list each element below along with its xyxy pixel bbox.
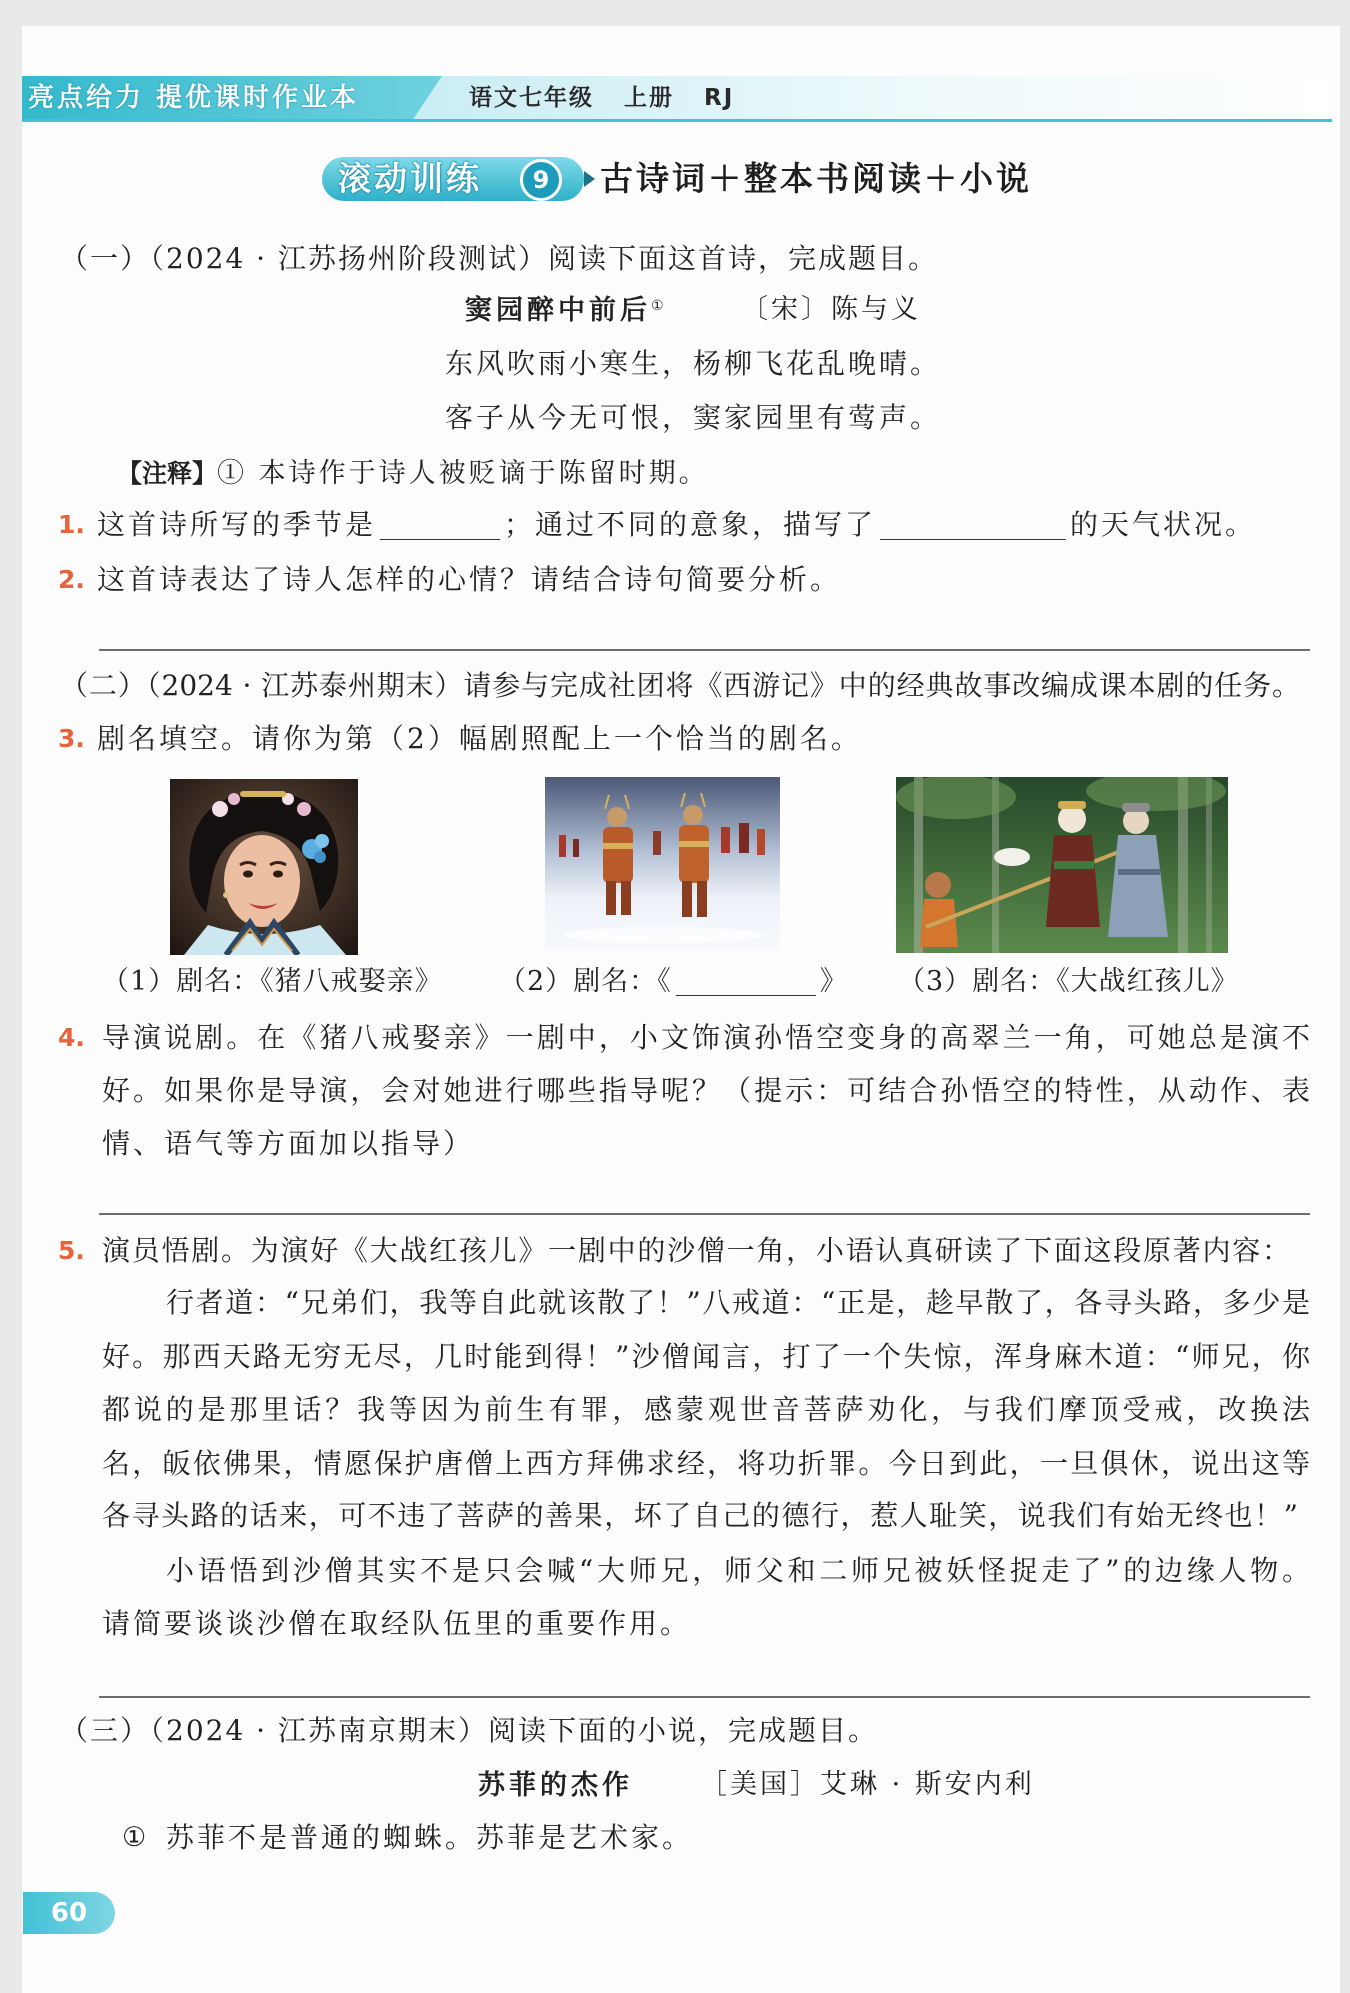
page-number: 60	[23, 1892, 115, 1934]
passage-line: 名，皈依佛果，情愿保护唐僧上西方拜佛求经，将功折罪。今日到此，一旦俱休，说出这等	[102, 1447, 1310, 1480]
answer-blank-play-title	[676, 969, 816, 996]
stage-photo-1	[170, 779, 358, 955]
header-rule	[22, 119, 1332, 122]
paragraph-number: ①	[122, 1822, 147, 1853]
story-title	[478, 1765, 633, 1805]
poem-line: 客子从今无可恨，窦家园里有莺声。	[445, 401, 942, 434]
poem-author: 〔宋〕陈与义	[741, 294, 921, 325]
question-4-line: 情、语气等方面加以指导）	[102, 1127, 475, 1160]
question-number-3: 3.	[58, 724, 85, 753]
question-1	[97, 505, 1256, 545]
poem-line: 东风吹雨小寒生，杨柳飞花乱晚晴。	[445, 347, 942, 380]
caption-open-bracket: 《	[657, 966, 672, 997]
answer-blank-season	[380, 513, 500, 540]
title-number-badge: 9	[520, 159, 562, 201]
title-topic: 古诗词＋整本书阅读＋小说	[600, 159, 1032, 198]
annotation-text: ① 本诗作于诗人被贬谪于陈留时期。	[217, 458, 709, 489]
answer-line	[99, 1213, 1310, 1215]
question-1-text-a: 这首诗所写的季节是	[97, 508, 377, 541]
question-4-line: 好。如果你是导演，会对她进行哪些指导呢？（提示：可结合孙悟空的特性，从动作、表	[102, 1074, 1310, 1107]
title-arrow-icon	[584, 171, 595, 187]
story-author: ［美国］艾琳 · 斯安内利	[700, 1769, 1035, 1800]
passage-line: 都说的是那里话？我等因为前生有罪，感蒙观世音菩萨劝化，与我们摩顶受戒，改换法	[102, 1393, 1310, 1426]
question-1-text-b: ；通过不同的意象，描写了	[504, 508, 877, 541]
question-1-text-c: 的天气状况。	[1070, 508, 1257, 541]
question-number-1: 1.	[58, 510, 85, 539]
book-info	[469, 76, 754, 120]
caption-index: （3）	[898, 966, 973, 997]
story-paragraph: 苏菲不是普通的蜘蛛。苏菲是艺术家。	[166, 1821, 694, 1854]
caption-label: 剧名：	[573, 966, 658, 997]
caption-title: 《猪八戒娶亲》	[260, 966, 443, 997]
answer-line	[99, 1696, 1310, 1698]
photo-caption-1	[102, 962, 443, 1002]
title-pill-label: 滚动训练	[338, 159, 482, 198]
passage-line: 好。那西天路无穷无尽，几时能到得！”沙僧闻言，打了一个失惊，浑身麻木道：“师兄，你	[102, 1340, 1310, 1373]
question-4-line: 导演说剧。在《猪八戒娶亲》一剧中，小文饰演孙悟空变身的高翠兰一角，可她总是演不	[102, 1021, 1310, 1054]
caption-label: 剧名：	[972, 966, 1057, 997]
question-2: 这首诗表达了诗人怎样的心情？请结合诗句简要分析。	[97, 563, 842, 596]
book-volume: 上册	[624, 85, 675, 111]
caption-title: 《大战红孩儿》	[1056, 966, 1239, 997]
passage-line: 各寻头路的话来，可不违了菩萨的善果，坏了自己的德行，惹人耻笑，说我们有始无终也！”	[102, 1499, 1298, 1532]
annotation-label: 【注释】	[117, 459, 218, 488]
question-number-5: 5.	[58, 1236, 85, 1265]
photo-caption-3	[898, 962, 1239, 1002]
caption-label: 剧名：	[176, 966, 261, 997]
poem-annotation	[117, 453, 709, 493]
part1-heading: （一）（2024 · 江苏扬州阶段测试）阅读下面这首诗，完成题目。	[60, 242, 938, 275]
passage-line: 行者道：“兄弟们，我等自此就该散了！”八戒道：“正是，趁早散了，各寻头路，多少是	[166, 1286, 1310, 1319]
answer-blank-weather	[880, 513, 1066, 540]
series-name: 亮点给力 提优课时作业本	[28, 83, 360, 113]
caption-close-bracket: 》	[819, 966, 848, 997]
photo-caption-2	[499, 962, 848, 1002]
question-number-2: 2.	[58, 565, 85, 594]
poem-note-mark: ①	[651, 298, 664, 314]
part2-heading: （二）（2024 · 江苏泰州期末）请参与完成社团将《西游记》中的经典故事改编成课本剧的任务。	[60, 669, 1300, 702]
part3-heading: （三）（2024 · 江苏南京期末）阅读下面的小说，完成题目。	[60, 1714, 878, 1747]
stage-photo-3	[896, 777, 1228, 953]
question-5-task-line: 请简要谈谈沙僧在取经队伍里的重要作用。	[102, 1607, 692, 1640]
question-5-task-line: 小语悟到沙僧其实不是只会喊“大师兄，师父和二师兄被妖怪捉走了”的边缘人物。	[166, 1554, 1310, 1587]
book-edition: RJ	[704, 85, 735, 111]
question-5-prompt: 演员悟剧。为演好《大战红孩儿》一剧中的沙僧一角，小语认真研读了下面这段原著内容：	[102, 1234, 1290, 1267]
book-subject-grade: 语文七年级	[469, 85, 594, 111]
caption-index: （2）	[499, 966, 574, 997]
poem-title-line	[465, 290, 664, 330]
question-3: 剧名填空。请你为第（2）幅剧照配上一个恰当的剧名。	[97, 722, 862, 755]
answer-line	[99, 649, 1310, 651]
caption-index: （1）	[102, 966, 177, 997]
poem-title: 窦园醉中前后	[465, 295, 651, 326]
story-title-text: 苏菲的杰作	[478, 1770, 633, 1801]
stage-photo-2	[545, 777, 780, 950]
question-number-4: 4.	[58, 1023, 85, 1052]
